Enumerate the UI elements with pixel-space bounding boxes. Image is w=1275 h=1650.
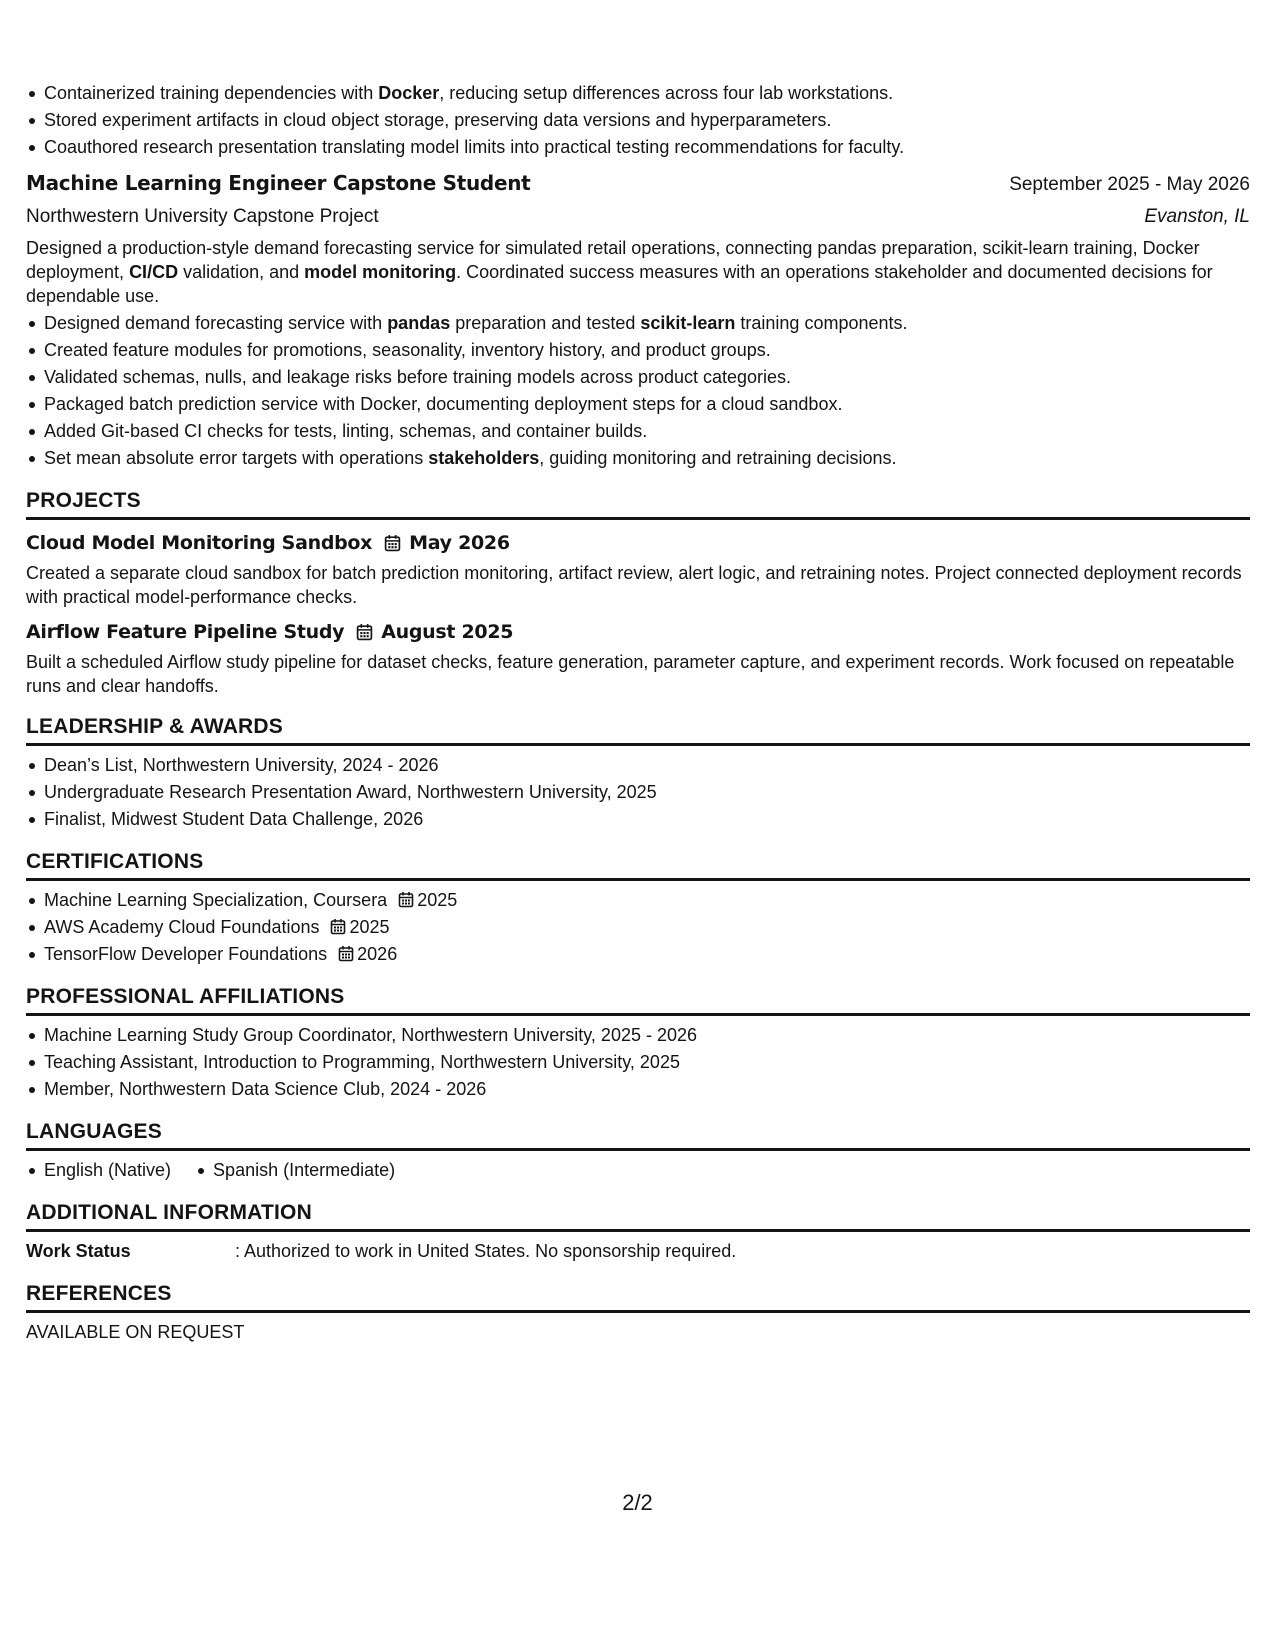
calendar-icon xyxy=(356,623,373,641)
list-item: AWS Academy Cloud Foundations 2025 xyxy=(44,914,1250,941)
references-text: AVAILABLE ON REQUEST xyxy=(26,1322,245,1342)
calendar-icon xyxy=(330,918,346,935)
calendar-icon xyxy=(384,534,401,552)
section-title-references: REFERENCES xyxy=(26,1279,1250,1313)
job-header xyxy=(26,167,1250,201)
list-item: Dean’s List, Northwestern University, 2024 - 2026 xyxy=(44,752,1250,779)
project-name: Airflow Feature Pipeline Study xyxy=(26,621,345,643)
project-description: Built a scheduled Airflow study pipeline for dataset checks, feature generation, parameter capture, and experiment records. Work focused on repeatable runs and clear handoffs. xyxy=(26,652,1235,696)
list-item: Spanish (Intermediate) xyxy=(213,1157,395,1184)
list-item: Containerized training dependencies with Docker, reducing setup differences across four lab workstations. xyxy=(44,80,1250,107)
section-title-projects: PROJECTS xyxy=(26,486,1250,520)
resume-page xyxy=(26,80,1250,1346)
list-item: Member, Northwestern Data Science Club, 2024 - 2026 xyxy=(44,1076,1250,1103)
section-title-additional: ADDITIONAL INFORMATION xyxy=(26,1198,1250,1232)
project-header xyxy=(26,528,1250,558)
section-title-affiliations: PROFESSIONAL AFFILIATIONS xyxy=(26,982,1250,1016)
job-summary: Designed a production-style demand forecasting service for simulated retail operations, connecting pandas preparation, scikit-learn training, Docker deployment, CI/CD validation, and model monitoring. Coordinated success measures with an operations stakeholder and documented decisions for dependable use. xyxy=(26,238,1213,306)
project-description: Created a separate cloud sandbox for batch prediction monitoring, artifact review, alert logic, and retraining notes. Project connected deployment records with practical model-performance checks. xyxy=(26,563,1242,607)
list-item: Machine Learning Study Group Coordinator, Northwestern University, 2025 - 2026 xyxy=(44,1022,1250,1049)
work-status-label: Work Status xyxy=(26,1241,131,1261)
project-date: May 2026 xyxy=(409,532,510,554)
list-item: Validated schemas, nulls, and leakage risks before training models across product categories. xyxy=(44,364,1250,391)
certifications-list xyxy=(26,887,1250,968)
list-item: Machine Learning Specialization, Coursera 2025 xyxy=(44,887,1250,914)
section-title-certifications: CERTIFICATIONS xyxy=(26,847,1250,881)
job-dates: September 2025 - May 2026 xyxy=(1009,174,1250,195)
list-item: Coauthored research presentation translating model limits into practical testing recommendations for faculty. xyxy=(44,134,1250,161)
calendar-icon xyxy=(338,945,354,962)
job-organization: Northwestern University Capstone Project xyxy=(26,206,379,227)
list-item: Designed demand forecasting service with pandas preparation and tested scikit-learn training components. xyxy=(44,310,1250,337)
list-item: English (Native) xyxy=(44,1157,171,1184)
list-item: Undergraduate Research Presentation Award, Northwestern University, 2025 xyxy=(44,779,1250,806)
project-date: August 2025 xyxy=(381,621,514,643)
calendar-icon xyxy=(398,891,414,908)
list-item: Packaged batch prediction service with Docker, documenting deployment steps for a cloud sandbox. xyxy=(44,391,1250,418)
languages-list xyxy=(26,1157,1250,1184)
list-item: Finalist, Midwest Student Data Challenge, 2026 xyxy=(44,806,1250,833)
page-number: 2/2 xyxy=(622,1490,653,1515)
list-item: Set mean absolute error targets with operations stakeholders, guiding monitoring and retraining decisions. xyxy=(44,445,1250,472)
leadership-list xyxy=(26,752,1250,833)
research-bullets xyxy=(26,80,1250,161)
job-location: Evanston, IL xyxy=(1144,206,1250,227)
work-status-value: : Authorized to work in United States. No sponsorship required. xyxy=(235,1241,737,1261)
work-status-row xyxy=(26,1238,1250,1265)
list-item: Created feature modules for promotions, seasonality, inventory history, and product groups. xyxy=(44,337,1250,364)
list-item: Teaching Assistant, Introduction to Programming, Northwestern University, 2025 xyxy=(44,1049,1250,1076)
job-subheader xyxy=(26,201,1250,233)
section-title-leadership: LEADERSHIP & AWARDS xyxy=(26,712,1250,746)
project-header xyxy=(26,617,1250,647)
project-name: Cloud Model Monitoring Sandbox xyxy=(26,532,373,554)
section-title-languages: LANGUAGES xyxy=(26,1117,1250,1151)
job-title: Machine Learning Engineer Capstone Student xyxy=(26,171,531,195)
list-item: Stored experiment artifacts in cloud object storage, preserving data versions and hyperparameters. xyxy=(44,107,1250,134)
affiliations-list xyxy=(26,1022,1250,1103)
job-bullets xyxy=(26,310,1250,472)
list-item: Added Git-based CI checks for tests, linting, schemas, and container builds. xyxy=(44,418,1250,445)
list-item: TensorFlow Developer Foundations 2026 xyxy=(44,941,1250,968)
